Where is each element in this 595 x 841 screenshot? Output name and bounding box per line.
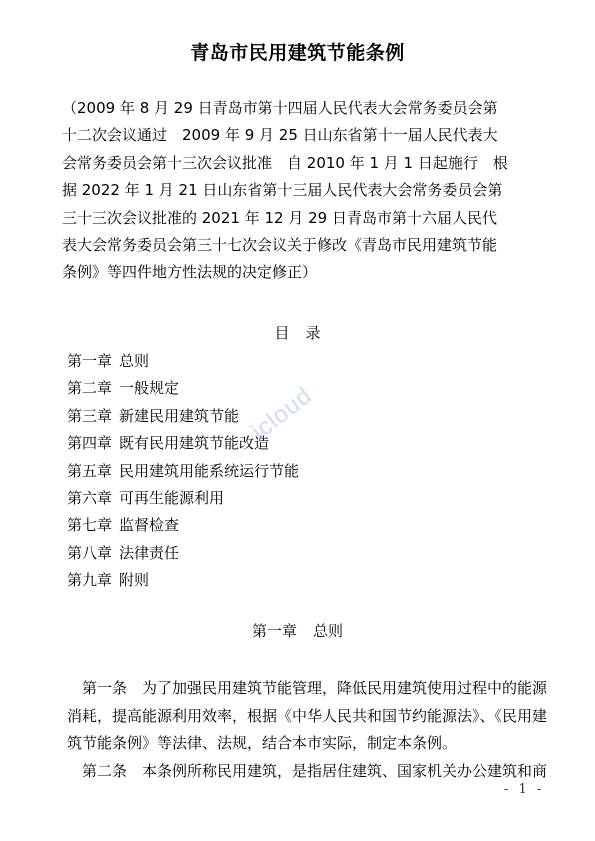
chapter-title: 总则 <box>313 622 344 640</box>
chapter-heading <box>0 620 595 641</box>
toc-heading <box>0 322 595 343</box>
toc-chapter-number: 第四章 <box>67 434 113 453</box>
toc-item[interactable] <box>67 348 487 375</box>
watermark: icloud <box>246 381 318 446</box>
toc-item[interactable] <box>67 512 487 539</box>
body-line: 筑节能条例》等法律、法规，结合本市实际，制定本条例。 <box>67 734 458 753</box>
toc-chapter-title: 民用建筑用能系统运行节能 <box>119 461 300 480</box>
toc-chapter-number: 第五章 <box>67 461 113 480</box>
toc-chapter-number: 第八章 <box>67 543 113 562</box>
toc-chapter-number: 第七章 <box>67 516 113 535</box>
preamble <box>62 95 536 287</box>
preamble-line: 会常务委员会第十三次会议批准 自 2010 年 1 月 1 日起施行 根 <box>62 153 508 172</box>
toc-chapter-title: 法律责任 <box>119 543 180 562</box>
body-line: 消耗，提高能源利用效率，根据《中华人民共和国节约能源法》、《民用建 <box>67 706 548 725</box>
preamble-line: 表大会常务委员会第三十七次会议关于修改《青岛市民用建筑节能 <box>62 236 498 255</box>
toc-chapter-title: 新建民用建筑节能 <box>119 406 240 425</box>
toc-item[interactable] <box>67 540 487 567</box>
document-title: 青岛市民用建筑节能条例 <box>190 42 405 64</box>
preamble-line: （2009 年 8 月 29 日青岛市第十四届人民代表大会常务委员会第 <box>62 99 498 117</box>
page-number: - 1 - <box>504 782 545 797</box>
toc-heading-right: 录 <box>305 324 321 342</box>
toc-chapter-number: 第一章 <box>67 352 113 370</box>
toc-item[interactable] <box>67 485 487 512</box>
toc-chapter-title: 监督检查 <box>119 516 180 535</box>
toc-chapter-title: 既有民用建筑节能改造 <box>119 434 270 453</box>
toc-heading-left: 目 <box>274 324 290 342</box>
toc-chapter-title: 一般规定 <box>119 379 180 398</box>
toc-chapter-number: 第九章 <box>67 571 113 590</box>
chapter-number: 第一章 <box>251 622 297 640</box>
preamble-line: 三十三次会议批准的 2021 年 12 月 29 日青岛市第十六届人民代 <box>62 208 497 227</box>
toc-chapter-title: 可再生能源利用 <box>119 488 225 507</box>
toc-chapter-number: 第六章 <box>67 488 113 507</box>
body-text <box>67 675 559 785</box>
body-line: 第一条 为了加强民用建筑节能管理，降低民用建筑使用过程中的能源 <box>67 679 548 697</box>
toc-chapter-number: 第二章 <box>67 379 113 398</box>
body-line: 第二条 本条例所称民用建筑，是指居住建筑、国家机关办公建筑和商 <box>67 761 548 780</box>
toc-chapter-number: 第三章 <box>67 406 113 425</box>
preamble-line: 条例》等四件地方性法规的决定修正） <box>62 263 318 282</box>
preamble-line: 十二次会议通过 2009 年 9 月 25 日山东省第十一届人民代表大 <box>62 126 498 145</box>
toc-chapter-title: 附则 <box>119 571 150 590</box>
toc-chapter-title: 总则 <box>119 352 150 370</box>
toc-item[interactable] <box>67 458 487 485</box>
table-of-contents <box>67 348 487 595</box>
toc-item[interactable] <box>67 567 487 594</box>
preamble-line: 据 2022 年 1 月 21 日山东省第十三届人民代表大会常务委员会第 <box>62 181 503 200</box>
